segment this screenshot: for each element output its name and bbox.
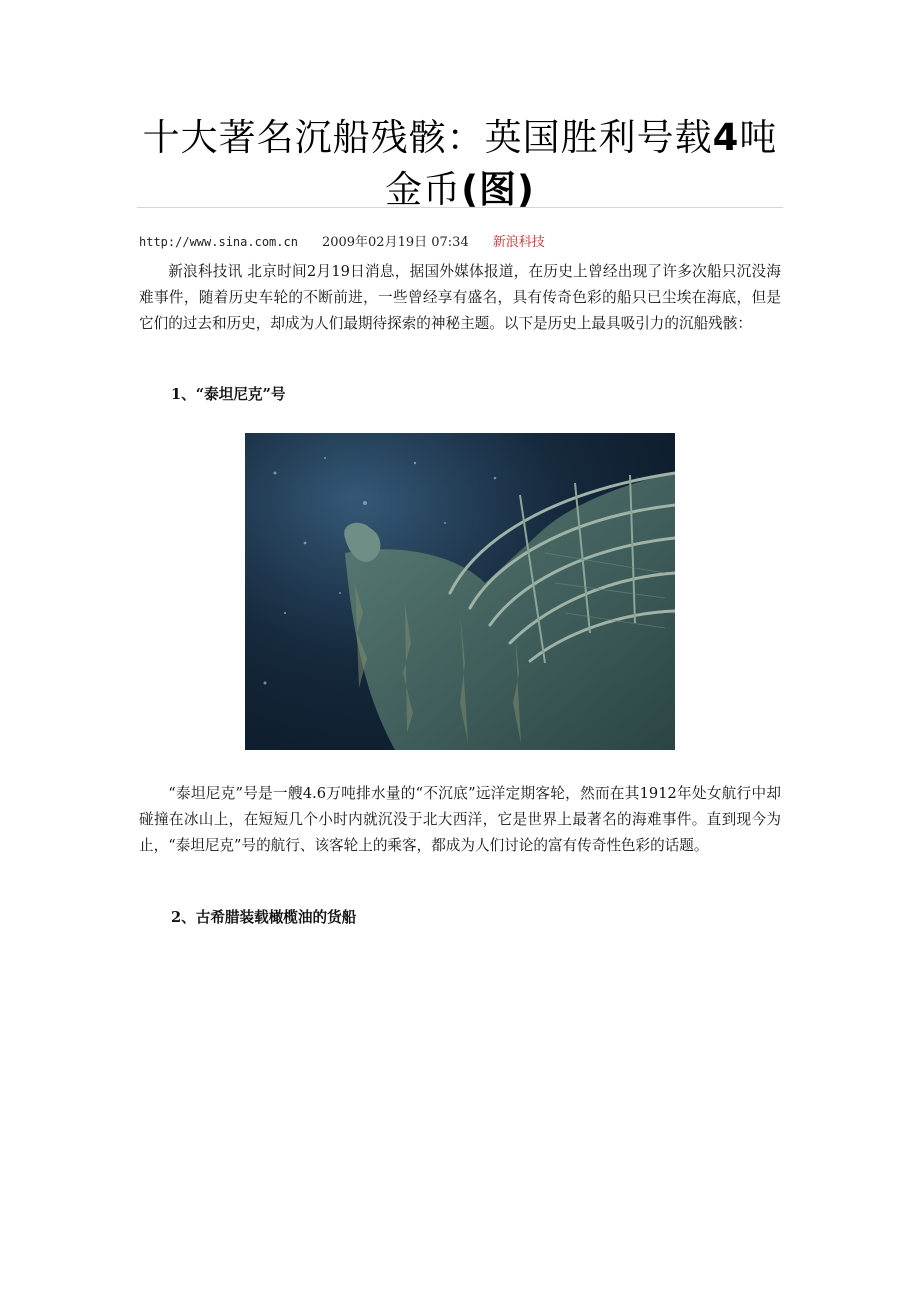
shipwreck-photo [245, 433, 675, 750]
intro-paragraph: 新浪科技讯 北京时间2月19日消息，据国外媒体报道，在历史上曾经出现了许多次船只沉没海难事件，随着历史车轮的不断前进，一些曾经享有盛名，具有传奇色彩的船只已尘埃在海底，但是它们的过去和历史，却成为人们最期待探索的神秘主题。以下是历史上最具吸引力的沉船残骸： [139, 263, 781, 332]
title-line2-b: (图) [461, 168, 535, 211]
title-number: 4 [712, 116, 740, 159]
article-title [137, 112, 783, 216]
article-meta [139, 233, 783, 252]
publish-date: 2009年02月19日 07:34 [321, 235, 469, 250]
source-name-link[interactable]: 新浪科技 [492, 235, 545, 250]
section2-heading: 2、古希腊装载橄榄油的货船 [171, 909, 357, 926]
title-divider [137, 207, 783, 208]
section1-paragraph: “泰坦尼克”号是一艘4.6万吨排水量的“不沉底”远洋定期客轮，然而在其1912年处女航行中却碰撞在冰山上，在短短几个小时内就沉没于北大西洋，它是世界上最著名的海难事件。直到现今为止，“泰坦尼克”号的航行、该客轮上的乘客，都成为人们讨论的富有传奇性色彩的话题。 [139, 785, 781, 854]
title-line2-a: 金币 [385, 168, 462, 211]
title-part2: 吨 [739, 116, 778, 159]
section1-heading: 1、“泰坦尼克”号 [171, 386, 286, 403]
titanic-bow-illustration [245, 433, 675, 750]
source-url[interactable]: http://www.sina.com.cn [139, 235, 298, 249]
title-part1: 十大著名沉船残骸：英国胜利号载 [142, 116, 713, 159]
